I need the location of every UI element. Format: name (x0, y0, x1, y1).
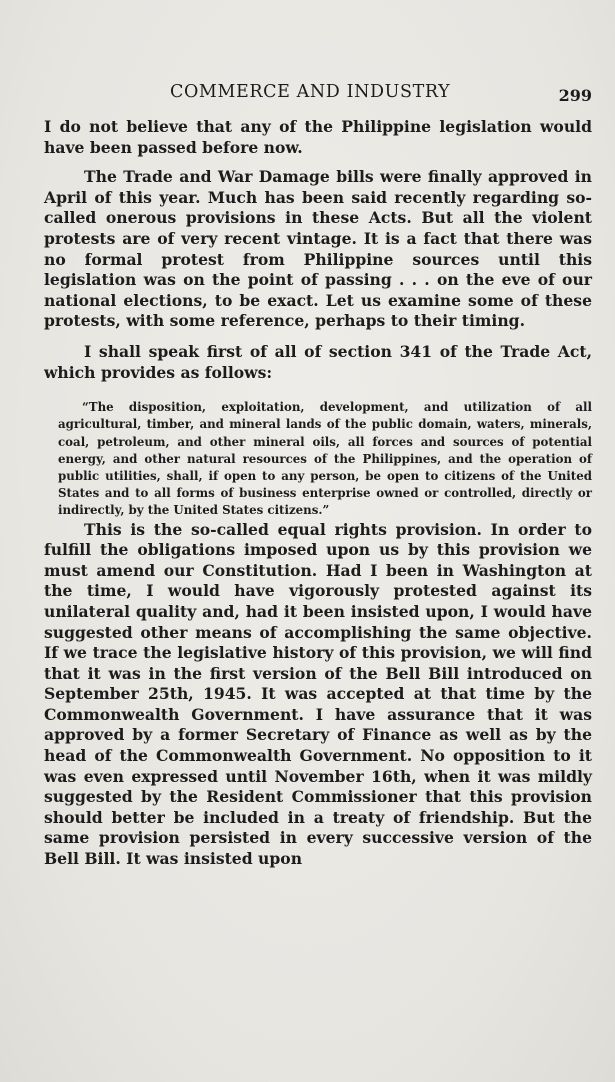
paragraph-trade-bills: The Trade and War Damage bills were finally approved in April of this year. Much has been said recently regarding so-called onerous provisions in these Acts. But all the violent protests are of very recent vintage. It is a fact that there was no formal protest from Philippine sources until this legislation was on the point of passing . . . on the eve of our national elections, to be exact. Let us examine some of these protests, with some reference, perhaps to their timing. (44, 167, 592, 331)
page-header (44, 78, 592, 108)
quote-text: “The disposition, exploitation, development, and utilization of all agricultural, timber, and mineral lands of the public domain, waters, minerals, coal, petroleum, and other mineral oils, all forces and sources of potential energy, and other natural resources of the Philippines, and the operation of public utilities, shall, if open to any person, be open to citizens of the United States and to all forms of business enterprise owned or controlled, directly or indirectly, by the United States citizens.” (58, 400, 592, 518)
paragraph-equal-rights: This is the so-called equal rights provision. In order to fulfill the obligations imposed upon us by this provision we must amend our Constitution. Had I been in Washington at the time, I would have vigorously protested against its unilateral quality and, had it been insisted upon, I would have suggested other means of accomplishing the same objective. If we trace the legislative history of this provision, we will find that it was in the first version of the Bell Bill introduced on September 25th, 1945. It was accepted at that time by the Commonwealth Government. I have assurance that it was approved by a former Secretary of Finance as well as by the head of the Commonwealth Government. No opposition to it was even expressed until November 16th, when it was mildly suggested by the Resident Commissioner that this provision should better be included in a treaty of friendship. But the same provision persisted in every successive version of the Bell Bill. It was insisted upon (44, 519, 592, 869)
page-body (44, 117, 592, 870)
running-title: COMMERCE AND INDUSTRY (170, 82, 451, 102)
paragraph-continuation: I do not believe that any of the Philippine legislation would have been passed before now. (44, 117, 592, 157)
page-number: 299 (558, 86, 592, 105)
block-quote (44, 399, 592, 519)
paragraph-section-341: I shall speak first of all of section 341 of the Trade Act, which provides as follows: (44, 341, 592, 382)
